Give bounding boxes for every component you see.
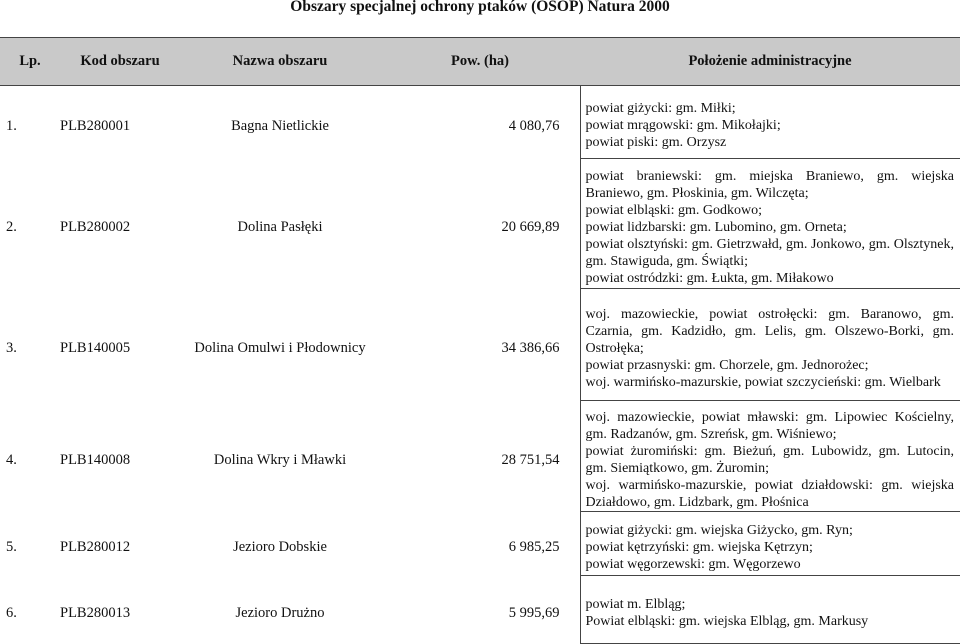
cell-lp: 6. xyxy=(6,605,17,621)
header-lp: Lp. xyxy=(0,38,60,86)
cell-area: 20 669,89 xyxy=(501,219,560,235)
cell-name: Dolina Omulwi i Płodownicy xyxy=(194,340,366,356)
table-row xyxy=(0,409,960,512)
location-line: powiat żuromiński: gm. Bieżuń, gm. Lubowidz, gm. Lutocin, gm. Siemiątkowo, gm. Żuromin; xyxy=(585,443,954,476)
cell-name: Dolina Pasłęki xyxy=(237,219,323,235)
cell-code: PLB280013 xyxy=(60,605,131,621)
location-line: Powiat elbląski: gm. wiejska Elbląg, gm. Markusy xyxy=(585,614,869,630)
cell-code: PLB280012 xyxy=(60,539,131,555)
cell-location xyxy=(580,584,960,644)
location-line: powiat mrągowski: gm. Mikołajki; xyxy=(585,118,781,134)
cell-area: 4 080,76 xyxy=(508,117,560,134)
location-line: woj. mazowieckie, powiat ostrołęcki: gm. Baranowo, gm. Czarnia, gm. Kadzidło, gm. Lelis, gm. Olszewo-Borki, gm. Ostrołęka; xyxy=(585,306,954,356)
row-spacer xyxy=(0,400,960,409)
cell-lp: 1. xyxy=(6,117,17,134)
cell-code: PLB140008 xyxy=(60,451,131,468)
cell-name: Dolina Wkry i Mławki xyxy=(213,451,347,468)
cell-area: 6 985,25 xyxy=(508,539,560,555)
location-line: woj. warmińsko-mazurskie, powiat szczycieński: gm. Wielbark xyxy=(585,374,941,390)
cell-code: PLB280002 xyxy=(60,219,131,235)
cell-location xyxy=(580,297,960,400)
location-line: powiat braniewski: gm. miejska Braniewo, gm. wiejska Braniewo, gm. Płoskinia, gm. Wilczęta; xyxy=(585,168,954,201)
cell-location xyxy=(580,94,960,158)
row-spacer xyxy=(0,575,960,584)
table-row xyxy=(0,584,960,644)
header-location: Położenie administracyjne xyxy=(580,38,960,86)
header-area: Pow. (ha) xyxy=(380,38,580,86)
location-line: powiat elbląski: gm. Godkowo; xyxy=(585,202,763,218)
table-header-row xyxy=(0,38,960,86)
document-title: Obszary specjalnej ochrony ptaków (OSOP) Natura 2000 xyxy=(290,0,670,15)
cell-location xyxy=(580,409,960,512)
location-line: powiat ostródzki: gm. Łukta, gm. Miłakowo xyxy=(585,270,834,286)
cell-lp: 2. xyxy=(6,219,17,235)
location-line: powiat olsztyński: gm. Gietrzwałd, gm. Jonkowo, gm. Olsztynek, gm. Stawiguda, gm. Świątki; xyxy=(585,236,954,269)
row-spacer xyxy=(0,86,960,95)
location-line: powiat kętrzyński: gm. wiejska Kętrzyn; xyxy=(585,539,813,555)
location-line: woj. warmińsko-mazurskie, powiat działdowski: gm. wiejska Działdowo, gm. Lidzbark, gm. Płośnica xyxy=(585,477,954,510)
location-line: powiat węgorzewski: gm. Węgorzewo xyxy=(585,556,801,572)
cell-location xyxy=(580,167,960,289)
location-line: woj. mazowieckie, powiat mławski: gm. Lipowiec Kościelny, gm. Radzanów, gm. Szreńsk, gm. Wiśniewo; xyxy=(585,409,954,442)
location-line: powiat piski: gm. Orzysz xyxy=(585,135,727,151)
osop-table xyxy=(0,37,960,644)
cell-code: PLB140005 xyxy=(60,340,131,356)
location-line: powiat giżycki: gm. wiejska Giżycko, gm. Ryn; xyxy=(585,522,853,538)
cell-area: 34 386,66 xyxy=(501,340,560,356)
location-line: powiat lidzbarski: gm. Lubomino, gm. Orneta; xyxy=(585,219,847,235)
cell-name: Bagna Nietlickie xyxy=(231,117,329,134)
cell-location xyxy=(580,520,960,575)
cell-name: Jezioro Drużno xyxy=(235,605,325,621)
table-row xyxy=(0,94,960,158)
cell-code: PLB280001 xyxy=(60,117,131,134)
location-line: powiat giżycki: gm. Miłki; xyxy=(585,101,736,117)
location-line: powiat przasnyski: gm. Chorzele, gm. Jednorożec; xyxy=(585,357,869,373)
row-spacer xyxy=(0,158,960,167)
header-name: Nazwa obszaru xyxy=(180,38,380,86)
table-row xyxy=(0,167,960,289)
table-row xyxy=(0,520,960,575)
cell-area: 5 995,69 xyxy=(508,605,560,621)
header-code: Kod obszaru xyxy=(60,38,180,86)
table-row xyxy=(0,297,960,400)
cell-lp: 3. xyxy=(6,340,17,356)
location-line: powiat m. Elbląg; xyxy=(585,597,686,613)
table-body xyxy=(0,86,960,644)
cell-lp: 4. xyxy=(6,451,17,468)
row-spacer xyxy=(0,289,960,298)
cell-area: 28 751,54 xyxy=(501,451,560,468)
cell-name: Jezioro Dobskie xyxy=(233,539,327,555)
cell-lp: 5. xyxy=(6,539,17,555)
row-spacer xyxy=(0,512,960,521)
